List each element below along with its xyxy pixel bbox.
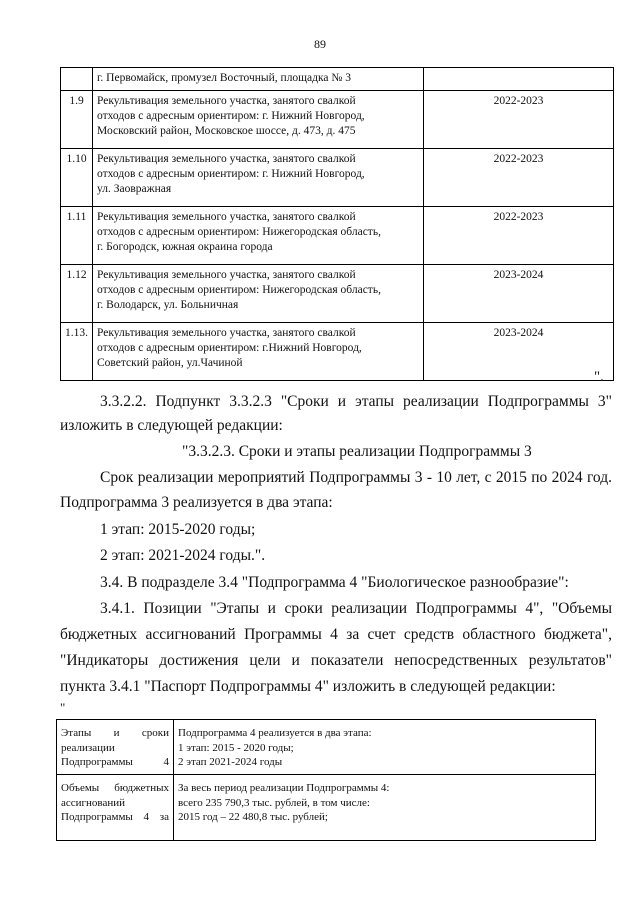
cell-line: 1 этап: 2015 - 2020 годы;	[178, 741, 294, 754]
paragraph-3-4-1-line-4: пункта 3.4.1 "Паспорт Подпрограммы 4" изложить в следующей редакции:	[60, 678, 556, 695]
cell-line: Рекультивация земельного участка, занятого свалкой	[97, 211, 356, 223]
cell-line: Московский район, Московское шоссе, д. 473, д. 475	[97, 125, 356, 137]
cell-line: Рекультивация земельного участка, занятого свалкой	[97, 95, 356, 107]
cell-line: ул. Заовражная	[97, 183, 172, 195]
table-row	[61, 149, 614, 207]
cell-line: Объемы бюджетных	[61, 782, 169, 794]
cell-line: Рекультивация земельного участка, занятого свалкой	[97, 153, 356, 165]
item-description-cell	[93, 149, 424, 207]
passport-value-cell	[174, 720, 596, 775]
item-period-cell: 2023-2024	[424, 323, 614, 381]
item-description-cell	[93, 323, 424, 381]
paragraph-3-4: 3.4. В подразделе 3.4 "Подпрограмма 4 "Биологическое разнообразие":	[100, 574, 569, 591]
item-description-cell	[93, 91, 424, 149]
table-row	[61, 68, 614, 91]
item-description-cell	[93, 265, 424, 323]
item-number-cell: 1.13.	[61, 323, 93, 381]
cell-line: Рекультивация земельного участка, занятого свалкой	[97, 327, 356, 339]
cell-line: Подпрограммы 4 за	[61, 811, 169, 823]
paragraph-3-4-1-line-1: 3.4.1. Позиции "Этапы и сроки реализации Подпрограммы 4", "Объемы	[100, 600, 612, 617]
closing-quote: ".	[594, 369, 604, 385]
cell-line: г. Первомайск, промузел Восточный, площадка № 3	[97, 72, 351, 84]
cell-line: всего 235 790,3 тыс. рублей, в том числе:	[178, 796, 370, 809]
item-number-cell: 1.9	[61, 91, 93, 149]
cell-line: Рекультивация земельного участка, занятого свалкой	[97, 269, 356, 281]
item-description-cell	[93, 207, 424, 265]
passport-table	[56, 719, 596, 841]
paragraph-duration-line-1: Срок реализации мероприятий Подпрограммы 3 - 10 лет, с 2015 по 2024 год.	[100, 469, 612, 486]
cell-line: отходов с адресным ориентиром: г. Нижний Новгород,	[97, 110, 365, 122]
cell-line: отходов с адресным ориентиром: г. Нижний Новгород,	[97, 168, 365, 180]
item-period-cell	[424, 68, 614, 91]
table-row	[61, 207, 614, 265]
table-row	[61, 91, 614, 149]
paragraph-3-4-1-line-2: бюджетных ассигнований Программы 4 за счет средств областного бюджета",	[60, 626, 612, 643]
passport-label-cell	[57, 775, 174, 841]
item-period-cell: 2023-2024	[424, 265, 614, 323]
passport-value-cell	[174, 775, 596, 841]
cell-line: г. Володарск, ул. Больничная	[97, 299, 239, 311]
cell-line: Советский район, ул.Чачиной	[97, 357, 243, 369]
remediation-table	[60, 67, 614, 381]
cell-line: отходов с адресным ориентиром: Нижегородская область,	[97, 226, 381, 238]
item-number-cell: 1.12	[61, 265, 93, 323]
cell-line: За весь период реализации Подпрограммы 4:	[178, 782, 390, 794]
item-number-cell: 1.10	[61, 149, 93, 207]
table-row	[61, 265, 614, 323]
stage-2-text: 2 этап: 2021-2024 годы.".	[100, 547, 266, 564]
cell-line: ассигнований	[61, 796, 126, 809]
item-period-cell: 2022-2023	[424, 91, 614, 149]
page-number: 89	[314, 37, 326, 51]
subsection-heading-3-3-2-3: "3.3.2.3. Сроки и этапы реализации Подпрограммы 3	[182, 443, 532, 460]
cell-line: 2015 год – 22 480,8 тыс. рублей;	[178, 811, 328, 823]
table-row	[57, 720, 596, 775]
passport-label-cell	[57, 720, 174, 775]
item-number-cell: 1.11	[61, 207, 93, 265]
paragraph-3-4-1-line-3: "Индикаторы достижения цели и показатели непосредственных результатов"	[60, 652, 612, 669]
cell-line: отходов с адресным ориентиром: г.Нижний Новгород,	[97, 342, 362, 354]
item-number-cell	[61, 68, 93, 91]
table-row	[61, 323, 614, 381]
cell-line: Этапы и сроки	[61, 727, 169, 739]
paragraph-duration-line-2: Подпрограмма 3 реализуется в два этапа:	[60, 494, 333, 511]
cell-line: Подпрограммы 4	[61, 756, 169, 768]
paragraph-3-3-2-2-line-1: 3.3.2.2. Подпункт 3.3.2.3 "Сроки и этапы реализации Подпрограммы 3"	[100, 393, 612, 410]
cell-line: реализации	[61, 741, 115, 754]
stage-1-text: 1 этап: 2015-2020 годы;	[100, 521, 256, 538]
cell-line: Подпрограмма 4 реализуется в два этапа:	[178, 727, 372, 739]
item-description-cell	[93, 68, 424, 91]
cell-line: г. Богородск, южная окраина города	[97, 241, 273, 253]
item-period-cell: 2022-2023	[424, 149, 614, 207]
paragraph-3-3-2-2-line-2: изложить в следующей редакции:	[60, 417, 283, 434]
cell-line: 2 этап 2021-2024 годы	[178, 756, 283, 768]
cell-line: отходов с адресным ориентиром: Нижегородская область,	[97, 284, 381, 296]
table-row	[57, 775, 596, 841]
item-period-cell: 2022-2023	[424, 207, 614, 265]
opening-quote: "	[60, 700, 66, 715]
